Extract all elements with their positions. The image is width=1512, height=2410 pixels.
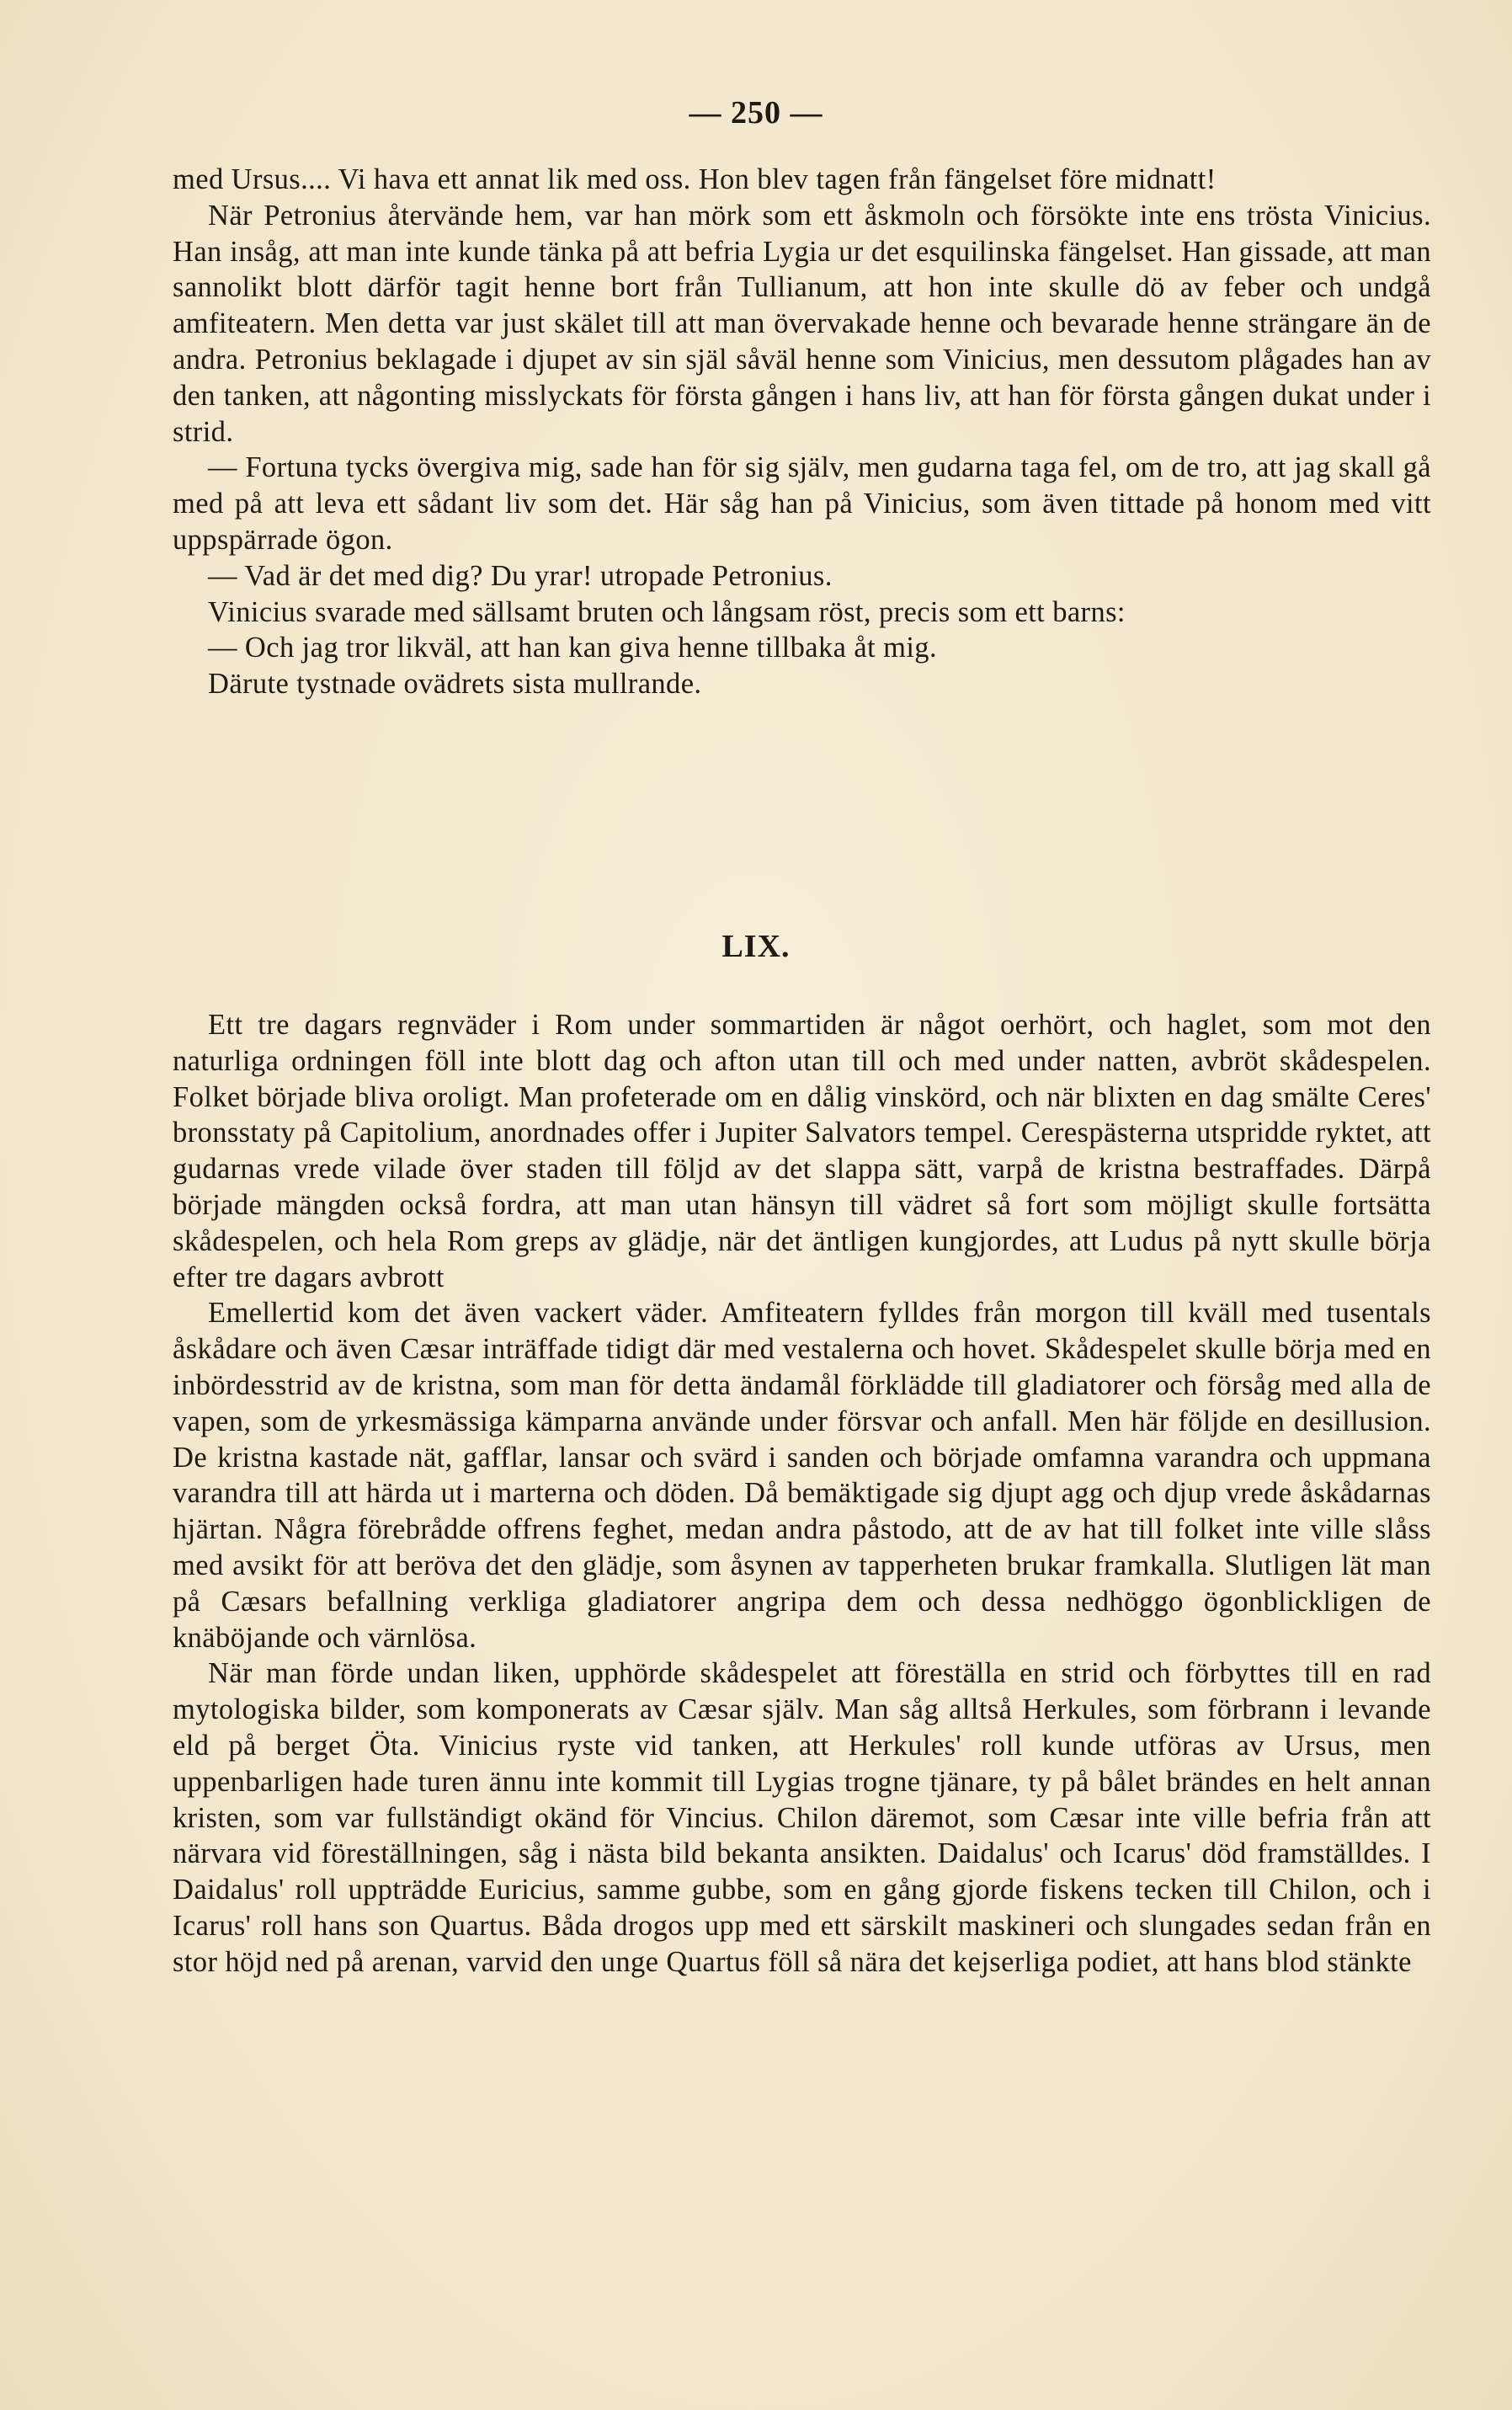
paragraph: — Fortuna tycks övergiva mig, sade han för sig själv, men gudarna taga fel, om de tro, att jag skall gå med på att leva ett sådant liv som det. Här såg han på Vinicius, som även tittade på honom med vitt uppspärrade ögon.	[173, 451, 1431, 556]
paragraph: — Vad är det med dig? Du yrar! utropade Petronius.	[208, 559, 833, 592]
paragraph: Därute tystnade ovädrets sista mullrande.	[208, 668, 702, 701]
paragraph: Emellertid kom det även vackert väder. Amfiteatern fylldes från morgon till kväll med tusentals åskådare och även Cæsar inträffade tidigt där med vestalerna och hovet. Skådespelet skulle börja med en inbördesstrid av de kristna, som man för detta ändamål förklädde till gladiatorer och försåg med alla de vapen, som de yrkesmässiga kämparna använde under försvar och anfall. Men här följde en desillusion. De kristna kastade nät, gafflar, lansar och svärd i sanden och började omfamna varandra och uppmana varandra till att härda ut i marterna och döden. Då bemäktigade sig djupt agg och djup vrede åskådarnas hjärtan. Några förebrådde offrens feghet, medan andra påstodo, att de av hat till folket inte ville slåss med avsikt för att beröva det den glädje, som åsynen av tapperheten brukar framkalla. Slutligen lät man på Cæsars befallning verkliga gladiatorer angripa dem och dessa nedhöggo ögonblickligen de knäböjande och värnlösa.	[173, 1297, 1431, 1654]
paragraph: När Petronius återvände hem, var han mörk som ett åskmoln och försökte inte ens trösta Vinicius. Han insåg, att man inte kunde tänka på att befria Lygia ur det esquilinska fängelset. Han gissade, att man sannolikt blott därför tagit henne bort från Tullianum, att hon inte skulle dö av feber och undgå amfiteatern. Men detta var just skälet till att man övervakade henne och bevarade henne strängare än de andra. Petronius beklagade i djupet av sin själ såväl henne som Vinicius, men dessutom plågades han av den tanken, att någonting misslyckats för första gången i hans liv, att han för första gången dukat under i strid.	[173, 199, 1431, 448]
paragraph: med Ursus.... Vi hava ett annat lik med oss. Hon blev tagen från fängelset före midnatt!	[173, 163, 1217, 195]
paragraph: När man förde undan liken, upphörde skådespelet att föreställa en strid och förbyttes till en rad mytologiska bilder, som komponerats av Cæsar själv. Man såg alltså Herkules, som förbrann i levande eld på berget Öta. Vinicius ryste vid tanken, att Herkules' roll kunde utföras av Ursus, men uppenbarligen hade turen ännu inte kommit till Lygias trogne tjänare, ty på bålet brändes en helt annan kristen, som var fullständigt okänd för Vincius. Chilon däremot, som Cæsar inte ville befria från att närvara vid föreställningen, såg i nästa bild bekanta ansikten. Daidalus' och Icarus' död framställdes. I Daidalus' roll uppträdde Euricius, samme gubbe, som en gång gjorde fiskens tecken till Chilon, och i Icarus' roll hans son Quartus. Båda drogos upp med ett särskilt maskineri och slungades sedan från en stor höjd ned på arenan, varvid den unge Quartus föll så nära det kejserliga podiet, att hans blod stänkte	[173, 1657, 1431, 1978]
paragraph: Vinicius svarade med sällsamt bruten och långsam röst, precis som ett barns:	[208, 595, 1126, 628]
page-number: — 250 —	[689, 95, 823, 131]
paragraph: — Och jag tror likväl, att han kan giva henne tillbaka åt mig.	[208, 632, 937, 664]
chapter-heading: LIX.	[721, 929, 791, 964]
paragraph: Ett tre dagars regnväder i Rom under sommartiden är något oerhört, och haglet, som mot den naturliga ordningen föll inte blott dag och afton utan till och med under natten, avbröt skådespelen. Folket började bliva oroligt. Man profeterade om en dålig vinskörd, och när blixten en dag smälte Ceres' bronsstaty på Capitolium, anordnades offer i Jupiter Salvators tempel. Cerespästerna utspridde ryktet, att gudarnas vrede vilade över staden till följd av det slappa sätt, varpå de kristna bestraffades. Därpå började mängden också fordra, att man utan hänsyn till vädret så fort som möjligt skulle fortsätta skådespelen, och hela Rom greps av glädje, när det äntligen kungjordes, att Ludus på nytt skulle börja efter tre dagars avbrott	[173, 1009, 1431, 1293]
text-block-chapter	[173, 1007, 1431, 1981]
text-block-top	[173, 162, 1431, 702]
